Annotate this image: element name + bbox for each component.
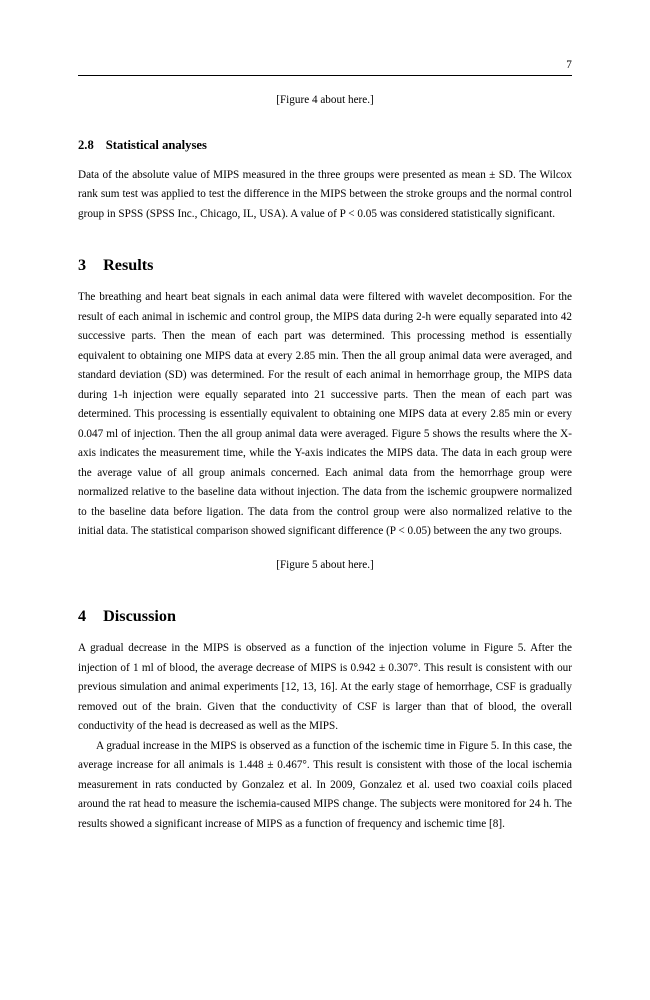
figure5-note: [Figure 5 about here.] — [276, 558, 374, 571]
paragraph-discussion-2: A gradual increase in the MIPS is observed as a function of the ischemic time in Figure 5. In this case, the average increase for all animals is 1.448 ± 0.467°. This result is consistent with those of the local ischemia measurement in rats conducted by Gonzalez et al. In 2009, Gonzalez et al. used two coaxial coils placed around the rat head to measure the ischemia-caused MIPS change. The subjects were monitored for 24 h. The results showed a significant increase of MIPS as a function of frequency and ischemic time [8]. — [78, 739, 572, 830]
heading-number: 2.8 — [78, 137, 94, 152]
paragraph-statistical-analyses: Data of the absolute value of MIPS measured in the three groups were presented as mean ± SD. The Wilcox rank sum test was applied to test the difference in the MIPS between the stroke groups and the normal control group in SPSS (SPSS Inc., Chicago, IL, USA). A value of P < 0.05 was considered statistically significant. — [78, 168, 572, 220]
figure4-note: [Figure 4 about here.] — [276, 94, 374, 107]
heading-statistical-analyses — [78, 136, 572, 154]
figure5-placeholder — [78, 556, 572, 576]
heading-title: Discussion — [103, 607, 176, 626]
heading-discussion — [78, 605, 572, 627]
header-rule — [78, 75, 572, 76]
paragraph-results: The breathing and heart beat signals in each animal data were filtered with wavelet decomposition. For the result of each animal in ischemic and control group, the MIPS data during 2-h were equally separated into 42 successive parts. Then the mean of each part was determined. This processing method is essentially equivalent to obtaining one MIPS data at every 2.85 min. Then the all group animal data were averaged, and standard deviation (SD) was determined. For the result of each animal in hemorrhage group, the MIPS data during 1-h injection were equally separated into 21 successive parts. Then the mean of each part was determined. This processing is essentially equivalent to obtaining one MIPS data at every 2.85 min or every 0.047 ml of injection. Then the all group animal data were averaged. Figure 5 shows the results where the X-axis indicates the measurement time, while the Y-axis indicates the MIPS data. The data in each group were the average value of all group animals concerned. Each animal data from the hemorrhage group were normalized relative to the baseline data without injection. The data from the ischemic groupwere normalized to the baseline data before ligation. The data from the control group were also normalized relative to the initial data. The statistical comparison showed significant difference (P < 0.05) between the any two groups. — [78, 291, 572, 538]
page-content — [78, 58, 572, 834]
figure4-placeholder — [78, 91, 572, 111]
heading-number: 3 — [78, 256, 87, 275]
heading-number: 4 — [78, 607, 87, 626]
page-number: 7 — [566, 59, 572, 71]
heading-title: Results — [103, 256, 154, 275]
heading-results — [78, 254, 572, 276]
paragraph-discussion-1: A gradual decrease in the MIPS is observed as a function of the injection volume in Figure 5. After the injection of 1 ml of blood, the average decrease of MIPS is 0.942 ± 0.307°. This result is consistent with our previous simulation and animal experiments [12, 13, 16]. At the early stage of hemorrhage, CSF is gradually removed out of the brain. Given that the conductivity of CSF is larger than that of blood, the overall conductivity of the head is decreased as well as the MIPS. — [78, 642, 572, 733]
running-head — [78, 58, 572, 76]
heading-title: Statistical analyses — [105, 137, 207, 152]
